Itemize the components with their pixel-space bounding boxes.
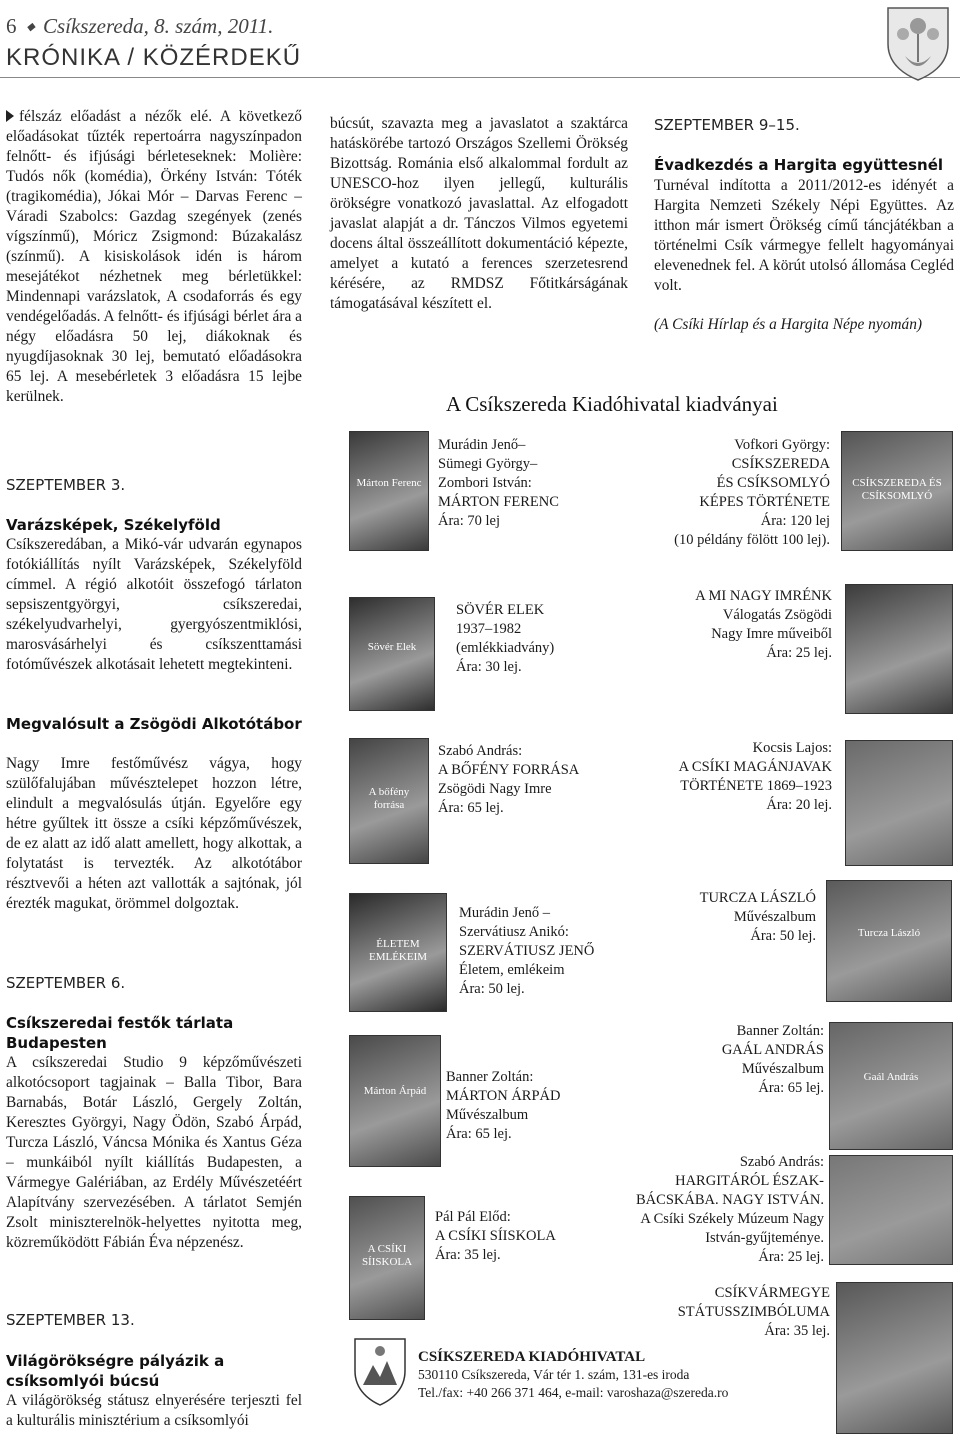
article-body: Csíkszeredában, a Mikó-vár udvarán egynapos fotókiállítás nyílt Varázsképek, Székelyföld címmel. A régió alkotóit összefogó tárlaton sepsiszentgyörgyi, csíkszeredai, székelyudvarhelyi, gyergyószentmiklósi, marosvásárhelyi és csíkszenttamási fotóművészek alkotásait lehetett megtekinteni. — [6, 536, 302, 673]
book-info-line: Válogatás Zsögödi — [722, 607, 832, 623]
book-info-line: Ára: 70 lej — [438, 513, 501, 529]
book-info-line: MÁRTON FERENC — [438, 494, 559, 510]
book-info-line: ÉS CSÍKSOMLYÓ — [716, 475, 830, 491]
column-2-text: búcsút, szavazta meg a javaslatot a szaktárca hatáskörébe tartozó Országos Szellemi Örökség Bizottság. Románia első alkalommal fordult az UNESCO-hoz ilyen jellegű, kulturális örökségre vonatkozó javaslattal. Az elfogadott javaslat alapját a dr. Tánczos Vilmos egyetemi docens által összeállított dokumentáció képezte, amelyet a kutató a ferences szerzetesrend kérésére, az RMDSZ Főtitkárságának támogatásával készített el. — [330, 115, 628, 312]
book-info-line: A CSÍKI SÍISKOLA — [435, 1228, 556, 1244]
book-cover — [845, 740, 953, 866]
book-cover-title: A CSÍKI SÍISKOLA — [361, 1243, 413, 1269]
book-info-line: STÁTUSSZIMBÓLUMA — [677, 1304, 830, 1320]
book-info-line: Ára: 35 lej. — [435, 1247, 501, 1263]
book-info-line: Sümegi György– — [438, 456, 538, 472]
publication-line: Csíkszereda, 8. szám, 2011. — [42, 14, 274, 38]
book-info-line: HARGITÁRÓL ÉSZAK- — [675, 1173, 824, 1189]
book-info-line: (emlékkiadvány) — [456, 640, 555, 656]
book-info-line: Nagy Imre műveiből — [711, 626, 832, 642]
book-info-line: GAÁL ANDRÁS — [721, 1042, 824, 1058]
book-info — [610, 436, 830, 550]
book-info-line: A CSÍKI MAGÁNJAVAK — [678, 759, 832, 775]
book-cover-title: Sövér Elek — [367, 640, 417, 653]
book-info-line: 1937–1982 — [456, 621, 522, 637]
book-info-line: (10 példány fölött 100 lej). — [674, 532, 830, 548]
book-info-line: Ára: 30 lej. — [456, 659, 522, 675]
book-cover-title: A bőfény forrása — [368, 786, 410, 812]
book-info-line: BÁCSKÁBA. NAGY ISTVÁN. — [636, 1192, 824, 1208]
book-info-line: SZERVÁTIUSZ JENŐ — [459, 943, 595, 959]
coat-of-arms-icon — [883, 4, 953, 82]
book-info-line: Pál Pál Előd: — [435, 1209, 511, 1225]
book-info-line: Kocsis Lajos: — [752, 740, 832, 756]
book-cover — [349, 738, 429, 864]
book-info — [438, 742, 628, 818]
book-info-line: Murádin Jenő – — [459, 905, 551, 921]
article-headline: Csíkszeredai festők tárlata Budapesten — [6, 1014, 234, 1052]
book-cover-title: Márton Ferenc — [356, 476, 422, 489]
book-info-line: Ára: 35 lej. — [764, 1323, 830, 1339]
books-section-title: A Csíkszereda Kiadóhivatal kiadványai — [446, 392, 778, 416]
book-info-line: A BŐFÉNY FORRÁSA — [438, 762, 580, 778]
article-body: Turnéval indította a 2011/2012-es idényét a Hargita Nemzeti Székely Népi Együttes. Az itthon már ismert Örökség című táncjátékban a történelmi Csík vármegye fellelt hagyományai elevenednek fel. A körút utolsó állomása Cegléd volt. — [654, 177, 954, 294]
book-info-line: Szervátiusz Anikó: — [459, 924, 569, 940]
header-divider — [0, 77, 960, 78]
book-info — [600, 1153, 824, 1267]
diamond-icon: ◆ — [26, 21, 35, 33]
book-info-line: Életem, emlékeim — [459, 962, 565, 978]
article-body: Nagy Imre festőművész vágya, hogy szülőfalujában művésztelepet hozzon létre, elindult a megvalósulás útján. Egyelőre egy hétre gyűltek itt össze a csíki képzőművészek, de ez alatt az idő alatt amellett, hogy alkottak, a folytatást is tervezték. Az alkotótábor résztvevői a héten azt vallották a sajtónak, jól érezték magukat, örömmel dolgoztak. — [6, 755, 302, 912]
book-info — [620, 1284, 830, 1341]
book-info-line: SÖVÉR ELEK — [456, 602, 545, 618]
book-cover — [829, 1022, 953, 1150]
book-cover — [826, 880, 952, 1002]
publisher-address: 530110 Csíkszereda, Vár tér 1. szám, 131-es iroda — [418, 1367, 690, 1382]
book-info-line: Zsögödi Nagy Imre — [438, 781, 552, 797]
book-info-line: KÉPES TÖRTÉNETE — [699, 494, 830, 510]
date-heading: SZEPTEMBER 3. — [6, 476, 126, 494]
book-info-line: Szabó András: — [438, 743, 523, 759]
book-info — [456, 601, 626, 677]
book-info — [630, 587, 832, 663]
book-info — [600, 1022, 824, 1098]
book-cover-title: Turcza László — [857, 926, 921, 939]
book-info-line: A Csíki Székely Múzeum Nagy — [640, 1211, 824, 1227]
column-1 — [6, 107, 302, 407]
book-info-line: Ára: 50 lej. — [750, 928, 816, 944]
book-info-line: Murádin Jenő– — [438, 437, 526, 453]
book-info-line: Ára: 120 lej — [760, 513, 830, 529]
book-info-line: A MI NAGY IMRÉNK — [695, 588, 832, 604]
arrow-icon — [6, 110, 14, 122]
book-cover — [845, 584, 953, 714]
book-info — [435, 1208, 615, 1265]
book-cover — [349, 431, 429, 551]
publisher-logo-icon — [349, 1335, 411, 1407]
theatre-paragraph: félszáz előadást a nézők elé. A következő előadásokat tűzték repertoárra nagyszínpadon felnőtt- és ifjúsági bérleteseknek: Molière: Tudós nők (komédia), Örkény István: Tóték (tragikomédia), Jókai Mór – Darvas Ferenc – Váradi Szabolcs: Gazdag szegények (zenés vígszínmű), Móricz Zsigmond: Búzakalász (színmű). A kisiskolások idén is három mesejátékot nézhetnek meg bérletükkel: Mindennapi varázslatok, A csodaforrás és egy vendégelőadás. A felnőtt- és ifjúsági bérlet ára a négy előadásra 50 lej, diákoknak és nyugdíjasoknak 30 lej, bemutató előadásokra 65 lej. A mesebérletek 3 előadásra 15 lejbe kerülnek. — [6, 108, 302, 405]
book-info-line: MÁRTON ÁRPÁD — [446, 1088, 561, 1104]
publisher-name: CSÍKSZEREDA KIADÓHIVATAL — [418, 1349, 646, 1365]
article-body: A világörökség státusz elnyerésére terjeszti fel a kulturális minisztérium a csíksomlyói — [6, 1392, 302, 1429]
book-info — [630, 739, 832, 815]
book-info-line: CSÍKSZEREDA — [731, 456, 830, 472]
section-title: KRÓNIKA / KÖZÉRDEKŰ — [6, 44, 302, 71]
publisher-contact: Tel./fax: +40 266 371 464, e-mail: varoshaza@szereda.ro — [418, 1385, 729, 1400]
date-heading: SZEPTEMBER 13. — [6, 1311, 135, 1329]
book-info-line: Művészalbum — [446, 1107, 529, 1123]
book-info-line: Banner Zoltán: — [446, 1069, 534, 1085]
book-info-line: CSÍKVÁRMEGYE — [714, 1285, 830, 1301]
article-body: A csíkszeredai Studio 9 képzőművészeti alkotócsoport tagjainak – Balla Tibor, Bara Barnabás, Botár László, Gergely Zoltán, Keresztes Györgyi, Nagy Ödön, Szabó Árpád, Turcza László, Váncsa Mónika és Xantus Géza – munkáiból nyílt kiállítás Budapesten, a Vármegye Galériában, az Erdély Művészetéért Alapítvány szervezésében. A tárlatot Semjén Zsolt miniszterelnök-helyettes nyitotta meg, közreműködött Fábián Éva népzenész. — [6, 1054, 302, 1251]
book-cover-title: CSÍKSZEREDA ÉS CSÍKSOMLYÓ — [852, 476, 942, 502]
date-heading: SZEPTEMBER 6. — [6, 974, 126, 992]
book-info — [446, 1068, 626, 1144]
book-info-line: Ára: 50 lej. — [459, 981, 525, 997]
book-info — [438, 436, 618, 531]
book-info-line: Művészalbum — [733, 909, 816, 925]
book-info-line: Művészalbum — [741, 1061, 824, 1077]
book-info — [620, 889, 816, 946]
book-cover — [829, 1155, 953, 1265]
article-headline: Megvalósult a Zsögödi Alkotótábor — [6, 715, 302, 733]
book-info-line: Banner Zoltán: — [736, 1023, 824, 1039]
book-cover — [836, 1282, 953, 1434]
book-cover-title: ÉLETEM EMLÉKEIM — [368, 938, 428, 964]
article-headline: Évadkezdés a Hargita együttesnél — [654, 156, 944, 174]
book-cover — [841, 431, 953, 551]
book-info-line: TURCZA LÁSZLÓ — [699, 890, 816, 906]
page-header — [6, 14, 273, 39]
book-info-line: Ára: 65 lej. — [758, 1080, 824, 1096]
book-info-line: Vofkori György: — [734, 437, 830, 453]
book-cover — [349, 893, 447, 1012]
book-cover — [349, 1196, 425, 1320]
book-info-line: Ára: 25 lej. — [758, 1249, 824, 1265]
date-heading: SZEPTEMBER 9–15. — [654, 116, 800, 134]
book-info-line: Zombori István: — [438, 475, 532, 491]
article-headline: Világörökségre pályázik a csíksomlyói búcsú — [6, 1352, 225, 1390]
book-cover — [349, 1035, 441, 1167]
book-info-line: Ára: 25 lej. — [766, 645, 832, 661]
source-note: (A Csíki Hírlap és a Hargita Népe nyomán) — [654, 316, 923, 333]
article-headline: Varázsképek, Székelyföld — [6, 516, 221, 534]
book-info-line: István-gyűjteménye. — [705, 1230, 824, 1246]
book-info-line: Ára: 65 lej. — [438, 800, 504, 816]
book-info-line: Ára: 20 lej. — [766, 797, 832, 813]
book-info-line: TÖRTÉNETE 1869–1923 — [680, 778, 832, 794]
book-cover — [349, 597, 435, 711]
book-info-line: Ára: 65 lej. — [446, 1126, 512, 1142]
book-cover-title: Márton Árpád — [363, 1085, 427, 1098]
book-info-line: Szabó András: — [739, 1154, 824, 1170]
page-number: 6 — [6, 14, 17, 38]
book-cover-title: Gaál András — [863, 1070, 919, 1083]
